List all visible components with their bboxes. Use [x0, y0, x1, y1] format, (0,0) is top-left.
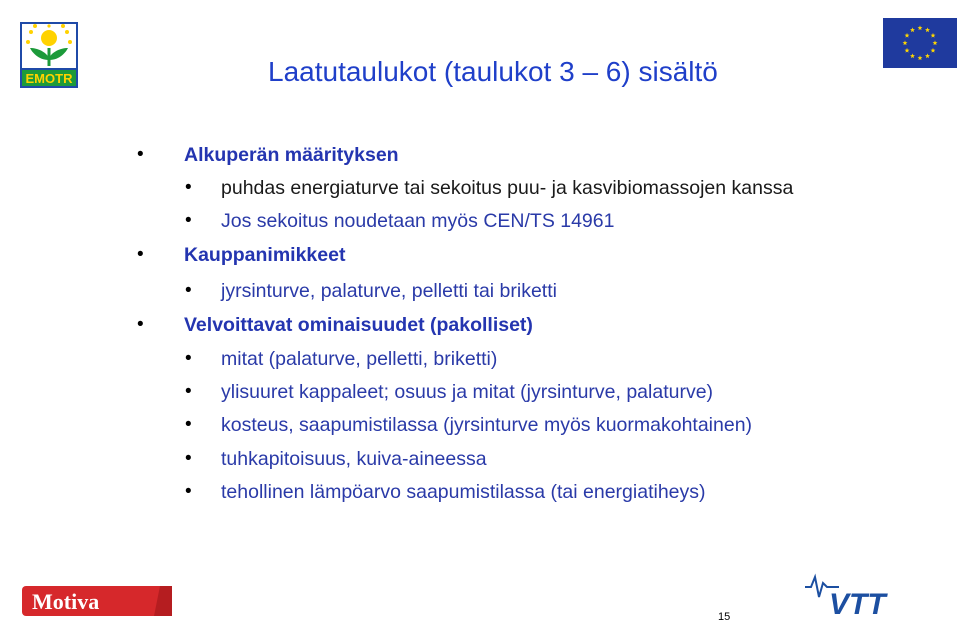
motiva-logo-text: Motiva [32, 589, 100, 614]
bullet-icon: • [137, 314, 144, 335]
bullet-icon: • [185, 348, 192, 369]
emotr-logo-text: EMOTR [25, 71, 73, 86]
list-item: • jyrsinturve, palaturve, pelletti tai briketti [185, 280, 557, 302]
vtt-logo-icon [803, 573, 917, 617]
bullet-icon: • [185, 177, 192, 198]
bullet-icon: • [185, 381, 192, 402]
page-number: 15 [718, 611, 731, 623]
list-item: • mitat (palaturve, pelletti, briketti) [185, 348, 498, 370]
slide-title: Laatutaulukot (taulukot 3 – 6) sisältö [268, 56, 718, 87]
list-item: • Velvoittavat ominaisuudet (pakolliset) [137, 314, 533, 336]
bullet-icon: • [137, 244, 144, 265]
list-item: • Alkuperän määrityksen [137, 144, 399, 166]
list-item: • tuhkapitoisuus, kuiva-aineessa [185, 448, 487, 470]
list-item: • ylisuuret kappaleet; osuus ja mitat (jyrsinturve, palaturve) [185, 381, 714, 403]
bullet-icon: • [137, 144, 144, 165]
bullet-icon: • [185, 414, 192, 435]
list-item: • Jos sekoitus noudetaan myös CEN/TS 14961 [185, 210, 615, 232]
bullet-icon: • [185, 280, 192, 301]
eu-flag-icon [883, 18, 957, 68]
list-item: • kosteus, saapumistilassa (jyrsinturve myös kuormakohtainen) [185, 414, 753, 436]
bullet-icon: • [185, 448, 192, 469]
list-item: • Kauppanimikkeet [137, 244, 346, 266]
list-item: • tehollinen lämpöarvo saapumistilassa (tai energiatiheys) [185, 481, 706, 503]
emotr-logo-icon [20, 22, 78, 88]
motiva-logo-icon [22, 586, 172, 616]
bullet-icon: • [185, 210, 192, 231]
list-item: • puhdas energiaturve tai sekoitus puu- ja kasvibiomassojen kanssa [185, 177, 794, 199]
vtt-logo-text: VTT [829, 588, 886, 617]
bullet-icon: • [185, 481, 192, 502]
